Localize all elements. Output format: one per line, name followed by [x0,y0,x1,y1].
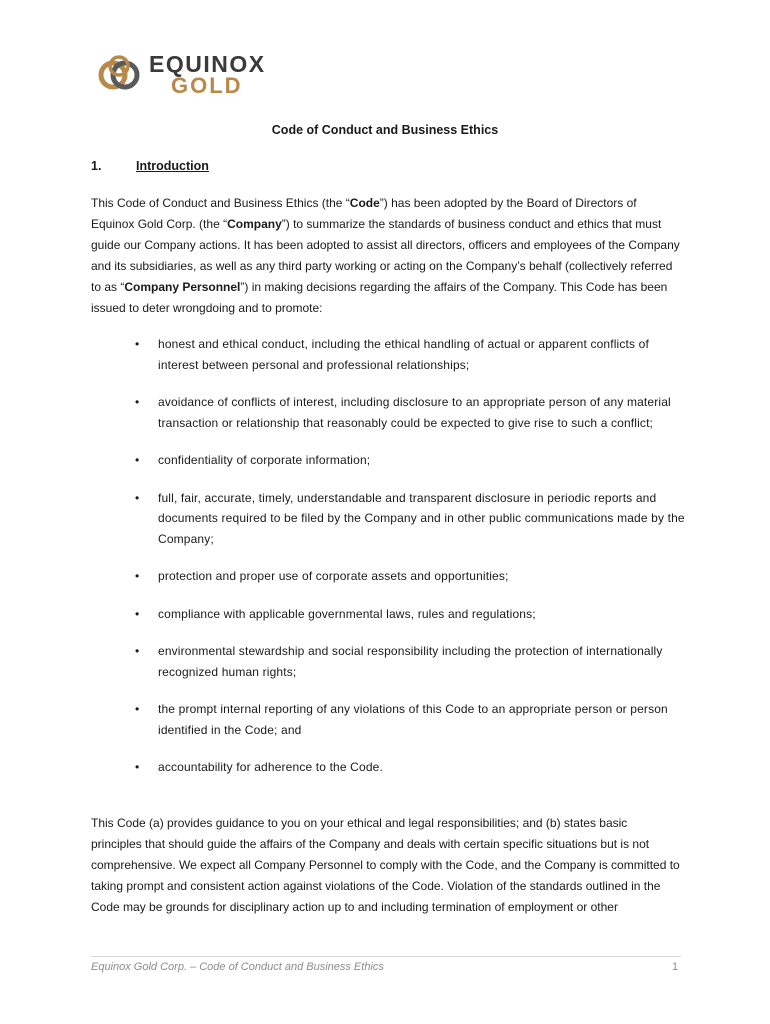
list-item-text: full, fair, accurate, timely, understandable and transparent disclosure in periodic reports and documents required to be filed by the Company and in other public communications made by the Company; [158,490,685,546]
list-item-text: avoidance of conflicts of interest, including disclosure to an appropriate person of any material transaction or relationship that reasonably could be expected to give rise to such a conflict; [158,395,671,430]
intro-paragraph [91,193,681,319]
intro-bold-company: Company [227,217,282,231]
bullet-icon: • [135,644,140,658]
logo-emblem-icon [96,52,142,98]
list-item-text: environmental stewardship and social responsibility including the protection of internationally recognized human rights; [158,644,663,679]
logo-word-equinox: EQUINOX [149,51,266,77]
list-item [91,757,691,778]
list-item-text: accountability for adherence to the Code. [158,760,383,774]
bullet-icon: • [135,702,140,716]
list-item [91,450,691,471]
footer-text: Equinox Gold Corp. – Code of Conduct and Business Ethics [91,961,384,973]
list-item-text: the prompt internal reporting of any violations of this Code to an appropriate person or person identified in the Code; and [158,702,668,737]
list-item-text: protection and proper use of corporate assets and opportunities; [158,569,509,583]
document-title: Code of Conduct and Business Ethics [271,123,499,137]
list-item [91,488,691,550]
intro-text-3: ”) to summarize the standards of business conduct and ethics that must guide our Company actions. It has been adopted to assist all directors, officers and employees of the Company and its subsidiaries, as well as any third party working or acting on the Company’s behalf (collectively referred to as “ [91,217,680,294]
section-heading [91,159,209,173]
bullet-icon: • [135,453,140,467]
list-item [91,641,691,682]
list-item [91,392,691,433]
bullet-icon: • [135,760,140,774]
section-label: Introduction [136,159,209,173]
list-item-text: confidentiality of corporate information; [158,453,371,467]
intro-bold-personnel: Company Personnel [124,280,241,294]
closing-paragraph: This Code (a) provides guidance to you on your ethical and legal responsibilities; and (b) states basic principles that should guide the affairs of the Company and deals with certain specific situations but is not comprehensive. We expect all Company Personnel to comply with the Code, and the Company is committed to taking prompt and consistent action against violations of the Code. Violation of the standards outlined in the Code may be grounds for disciplinary action up to and including termination of employment or other [91,816,680,914]
list-item [91,604,691,625]
bullet-icon: • [135,569,140,583]
page-number: 1 [672,961,679,973]
principles-list [91,334,691,778]
bullet-icon: • [135,606,140,621]
intro-bold-code: Code [349,196,380,210]
list-item-text: honest and ethical conduct, including the ethical handling of actual or apparent conflicts of interest between personal and professional relationships; [158,337,649,372]
company-logo [96,52,296,96]
list-item [91,699,691,740]
footer-divider [91,956,681,957]
list-item [91,566,691,587]
intro-text-2: ”) has been adopted by the Board of Directors of Equinox Gold Corp. (the “ [91,196,637,231]
list-item-text: compliance with applicable governmental laws, rules and regulations; [158,606,536,621]
bullet-icon: • [135,490,140,505]
bullet-icon: • [135,337,140,351]
list-item [91,334,691,375]
intro-text-1: This Code of Conduct and Business Ethics (the “ [91,196,350,210]
section-number: 1. [91,159,102,173]
intro-text-4: ”) in making decisions regarding the affairs of the Company. This Code has been issued to deter wrongdoing and to promote: [91,280,668,315]
bullet-icon: • [135,395,140,409]
logo-word-gold: GOLD [171,73,243,98]
